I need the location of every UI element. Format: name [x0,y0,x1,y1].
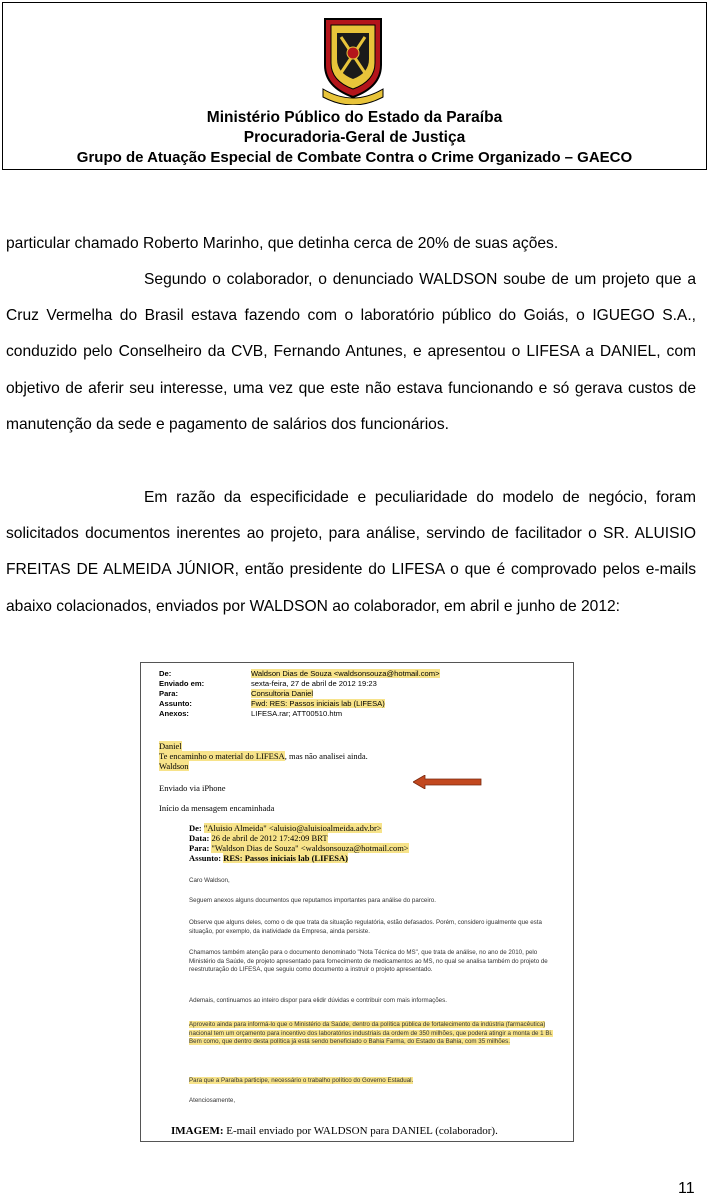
paragraph-3: Em razão da especificidade e peculiaridade do modelo de negócio, foram solicitados documentos inerentes ao projeto, para análise, servindo de facilitador o SR. ALUISIO FREITAS DE ALMEIDA JÚNIOR, então presidente do LIFESA o que é comprovado pelos e-mails abaixo colacionados, enviados por WALDSON ao colaborador, em abril e junho de 2012: [6,489,696,615]
email-msg-signature: Waldson [159,761,189,771]
fwd-body-p5: Aproveito ainda para informá-lo que o Ministério da Saúde, dentro da política pública de fortalecimento da indústria (farmacêutica) nacional tem um orçamento para incentivo dos laboratórios industriais da ordem de 350 milhões, que poderá atingir a monta de 1 Bi. Bem como, que dentro desta política já está sendo beneficiado o Bahia Farma, do Estado da Bahia, com 35 milhões. [189,1021,553,1046]
email-sent-row: Enviado em: sexta-feira, 27 de abril de 2012 19:23 [159,679,377,688]
figure-caption: IMAGEM: E-mail enviado por WALDSON para DANIEL (colaborador). [171,1125,498,1137]
document-header [2,2,707,170]
fwd-date-row: Data: 26 de abril de 2012 17:42:09 BRT [189,833,328,843]
fwd-body-p2: Observe que alguns deles, como o de que trata da situação regulatória, estão defasados. Porém, considero igualmente que esta situação, por exemplo, da inatividade da Empresa, ainda persiste. [189,919,542,935]
email-screenshot-figure [140,662,574,1142]
email-subject-row: Assunto: Fwd: RES: Passos iniciais lab (LIFESA) [159,699,385,708]
fwd-body-p6: Para que a Paraíba participe, necessário o trabalho político do Governo Estadual. [189,1077,414,1084]
fwd-body-p3: Chamamos também atenção para o documento denominado "Nota Técnica do MS", que trata de análise, no ano de 2010, pelo Ministério da Saúde, de projeto apresentado para fornecimento de medicamentos ao MS, no qual se analisa também do projeto de reestruturação do LIFESA, que seguiu como documento a instruir o projeto apresentado. [189,949,548,974]
seal-emblem-icon [317,13,389,105]
email-attachments-row: Anexos: LIFESA.rar; ATT00510.htm [159,709,343,718]
email-to-row: Para: Consultoria Daniel [159,689,314,698]
paragraph-block-3 [6,480,696,625]
paragraph-2: Segundo o colaborador, o denunciado WALDSON soube de um projeto que a Cruz Vermelha do Brasil estava fazendo com o laboratório público do Goiás, o IGUEGO S.A., conduzido pelo Conselheiro da CVB, Fernando Antunes, e apresentou o LIFESA a DANIEL, com objetivo de aferir seu interesse, uma vez que este não estava funcionando e só gerava custos de manutenção da sede e pagamento de salários dos funcionários. [6,271,696,433]
fwd-from-row: De: "Aluisio Almeida" <aluisio@aluisioalmeida.adv.br> [189,823,382,833]
header-ministry: Ministério Público do Estado da Paraíba [206,109,503,126]
fwd-body-p4: Ademais, continuamos ao inteiro dispor para elidir dúvidas e contribuir com mais informações. [189,997,447,1004]
paragraph-continuation [6,226,696,262]
header-gaeco: Grupo de Atuação Especial de Combate Contra o Crime Organizado – GAECO [76,149,633,166]
email-forward-start: Início da mensagem encaminhada [159,803,275,813]
paragraph-block-2 [6,262,696,443]
fwd-body-closing: Atenciosamente, [189,1097,236,1104]
fwd-body-greeting: Caro Waldson, [189,877,230,884]
email-iphone-note: Enviado via iPhone [159,783,226,793]
fwd-to-row: Para: "Waldson Dias de Souza" <waldsonsouza@hotmail.com> [189,843,409,853]
paragraph-1: particular chamado Roberto Marinho, que detinha cerca de 20% de suas ações. [6,235,559,252]
header-procuradoria: Procuradoria-Geral de Justiça [243,129,466,146]
arrow-left-icon [413,775,483,789]
fwd-body-p1: Seguem anexos alguns documentos que reputamos importantes para análise do parceiro. [189,897,436,904]
page-number: 11 [678,1180,695,1197]
fwd-subject-row: Assunto: RES: Passos iniciais lab (LIFESA) [189,853,348,863]
email-msg-body: Te encaminho o material do LIFESA, mas não analisei ainda. [159,751,368,761]
email-from-row: De: Waldson Dias de Souza <waldsonsouza@hotmail.com> [159,669,440,678]
email-msg-greeting: Daniel [159,741,182,751]
